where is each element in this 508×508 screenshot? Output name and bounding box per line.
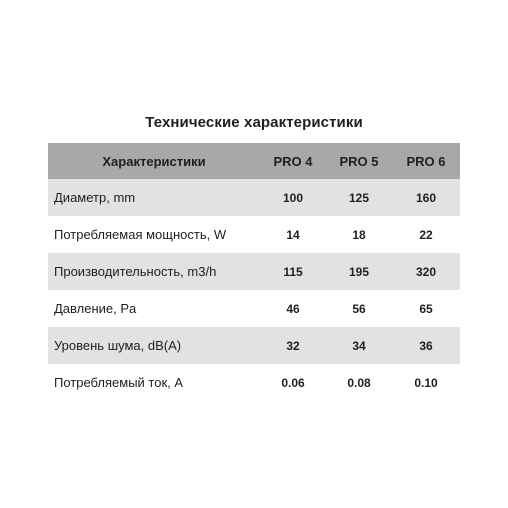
row-label: Давление, Pa xyxy=(54,301,137,316)
cell-pro-5: 34 xyxy=(352,338,366,353)
row-label: Уровень шума, dB(A) xyxy=(54,338,182,353)
table-row xyxy=(48,216,460,253)
table-header-row xyxy=(48,143,460,179)
cell-pro-6: 65 xyxy=(419,301,433,316)
row-label: Диаметр, mm xyxy=(54,190,136,205)
cell-pro-6: 36 xyxy=(419,338,433,353)
cell-pro-4: 46 xyxy=(286,301,300,316)
cell-pro-4: 14 xyxy=(286,227,300,242)
cell-pro-6: 22 xyxy=(419,227,433,242)
table-row xyxy=(48,327,460,364)
cell-pro-5: 18 xyxy=(352,227,366,242)
table-row xyxy=(48,179,460,216)
cell-pro-4: 32 xyxy=(286,338,300,353)
cell-pro-5: 195 xyxy=(348,264,370,279)
cell-pro-4: 100 xyxy=(282,190,304,205)
cell-pro-5: 0.08 xyxy=(347,375,371,390)
header-pro-6: PRO 6 xyxy=(406,153,446,169)
header-characteristics: Характеристики xyxy=(102,153,206,169)
header-pro-5: PRO 5 xyxy=(339,153,379,169)
table-row xyxy=(48,364,460,401)
cell-pro-4: 0.06 xyxy=(281,375,305,390)
cell-pro-5: 56 xyxy=(352,301,366,316)
row-label: Потребляемая мощность, W xyxy=(54,227,227,242)
table-row xyxy=(48,290,460,327)
cell-pro-5: 125 xyxy=(348,190,370,205)
row-label: Производительность, m3/h xyxy=(54,264,217,279)
header-pro-4: PRO 4 xyxy=(273,153,313,169)
cell-pro-6: 0.10 xyxy=(414,375,438,390)
table-row xyxy=(48,253,460,290)
cell-pro-6: 160 xyxy=(415,190,437,205)
cell-pro-6: 320 xyxy=(415,264,437,279)
page-title: Технические характеристики xyxy=(145,114,363,131)
spec-table xyxy=(48,143,460,401)
cell-pro-4: 115 xyxy=(283,264,303,279)
row-label: Потребляемый ток, A xyxy=(54,375,184,390)
